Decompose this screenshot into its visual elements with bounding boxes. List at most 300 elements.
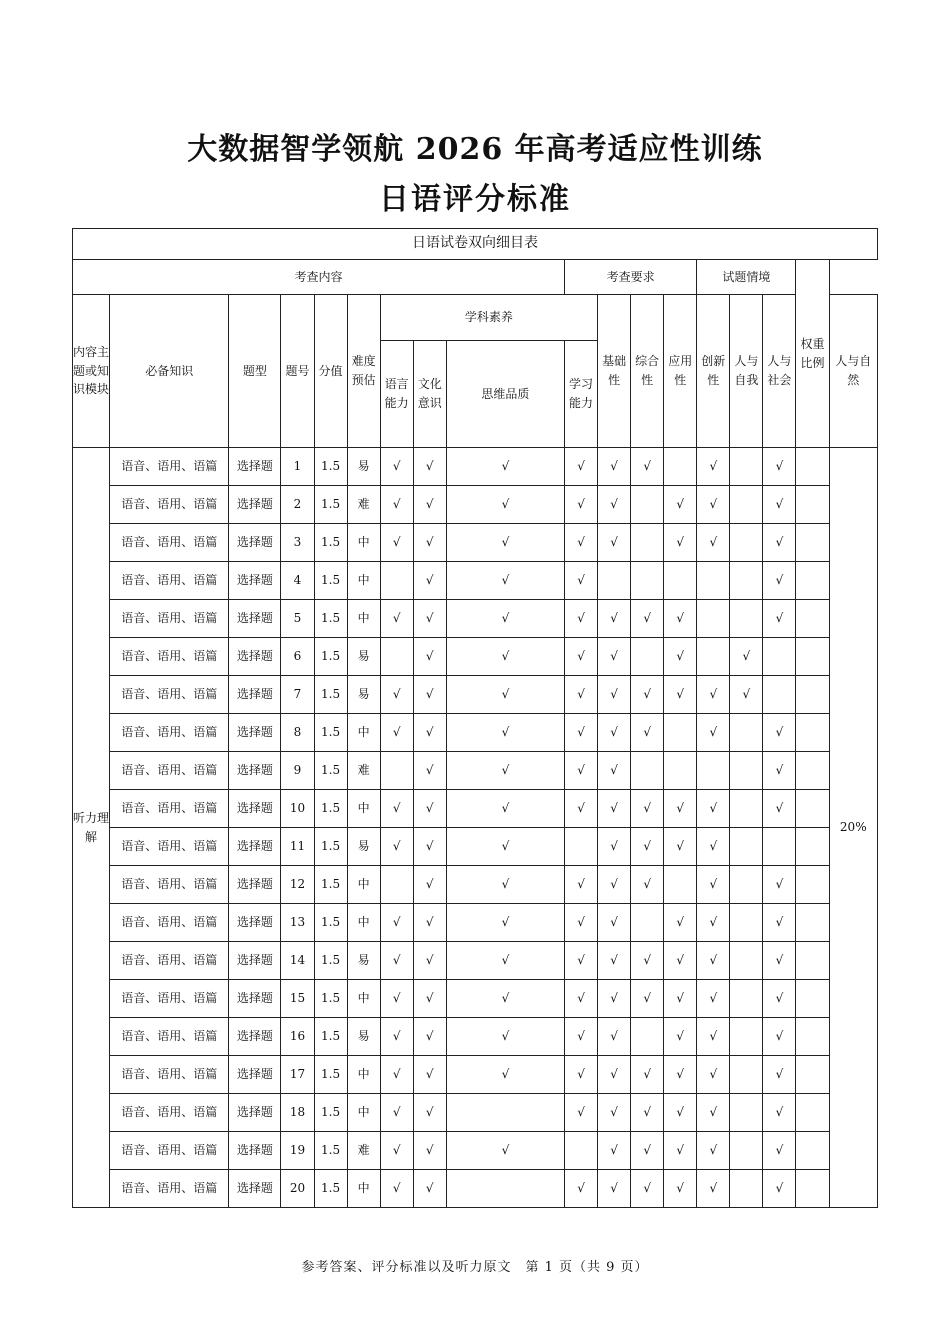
cell-nature <box>796 486 829 524</box>
cell-basic: √ <box>598 828 631 866</box>
cell-nature <box>796 828 829 866</box>
table-row <box>73 752 878 790</box>
table-row <box>73 562 878 600</box>
cell-qtype: 选择题 <box>229 714 281 752</box>
header-society: 人与社会 <box>763 295 796 448</box>
cell-thinking: √ <box>446 714 564 752</box>
table-row <box>73 1132 878 1170</box>
header-thinking: 思维品质 <box>446 341 564 448</box>
cell-diff: 中 <box>347 600 380 638</box>
cell-culture: √ <box>413 752 446 790</box>
cell-comprehensive: √ <box>631 866 664 904</box>
cell-culture: √ <box>413 600 446 638</box>
cell-basic: √ <box>598 638 631 676</box>
cell-comprehensive <box>631 904 664 942</box>
cell-nature <box>796 600 829 638</box>
table-row <box>73 676 878 714</box>
cell-diff: 易 <box>347 828 380 866</box>
cell-diff: 难 <box>347 1132 380 1170</box>
cell-innovative: √ <box>697 942 730 980</box>
header-knowledge: 必备知识 <box>110 295 229 448</box>
cell-self <box>730 600 763 638</box>
cell-basic: √ <box>598 904 631 942</box>
cell-nature <box>796 562 829 600</box>
cell-applied: √ <box>664 1056 697 1094</box>
header-content: 考查内容 <box>73 260 565 295</box>
cell-comprehensive: √ <box>631 942 664 980</box>
cell-lang: √ <box>380 486 413 524</box>
cell-thinking <box>446 1094 564 1132</box>
cell-applied <box>664 714 697 752</box>
cell-lang: √ <box>380 980 413 1018</box>
cell-nature <box>796 1094 829 1132</box>
cell-comprehensive: √ <box>631 1170 664 1208</box>
cell-comprehensive <box>631 638 664 676</box>
cell-knowledge: 语音、语用、语篇 <box>110 676 229 714</box>
cell-lang: √ <box>380 714 413 752</box>
cell-lang: √ <box>380 904 413 942</box>
cell-applied <box>664 752 697 790</box>
cell-lang: √ <box>380 828 413 866</box>
cell-innovative: √ <box>697 714 730 752</box>
cell-nature <box>796 714 829 752</box>
header-basic: 基础性 <box>598 295 631 448</box>
cell-diff: 易 <box>347 638 380 676</box>
header-self: 人与自我 <box>730 295 763 448</box>
cell-basic: √ <box>598 486 631 524</box>
cell-num: 7 <box>281 676 314 714</box>
cell-nature <box>796 866 829 904</box>
cell-applied: √ <box>664 638 697 676</box>
cell-learning: √ <box>565 448 598 486</box>
cell-basic: √ <box>598 942 631 980</box>
cell-diff: 中 <box>347 866 380 904</box>
cell-qtype: 选择题 <box>229 448 281 486</box>
cell-society <box>763 638 796 676</box>
table-row <box>73 790 878 828</box>
cell-nature <box>796 1018 829 1056</box>
cell-applied: √ <box>664 1170 697 1208</box>
cell-culture: √ <box>413 486 446 524</box>
cell-society: √ <box>763 486 796 524</box>
cell-basic: √ <box>598 1056 631 1094</box>
header-difficulty: 难度预估 <box>347 295 380 448</box>
cell-applied: √ <box>664 980 697 1018</box>
cell-applied <box>664 448 697 486</box>
cell-learning: √ <box>565 638 598 676</box>
header-requirements: 考查要求 <box>565 260 697 295</box>
cell-innovative: √ <box>697 448 730 486</box>
cell-diff: 中 <box>347 1056 380 1094</box>
cell-nature <box>796 942 829 980</box>
cell-culture: √ <box>413 866 446 904</box>
cell-learning: √ <box>565 486 598 524</box>
table-row <box>73 828 878 866</box>
cell-qtype: 选择题 <box>229 904 281 942</box>
cell-society: √ <box>763 562 796 600</box>
cell-basic: √ <box>598 1170 631 1208</box>
cell-diff: 易 <box>347 676 380 714</box>
cell-learning: √ <box>565 904 598 942</box>
cell-innovative <box>697 600 730 638</box>
cell-score: 1.5 <box>314 904 347 942</box>
table-row <box>73 600 878 638</box>
cell-qtype: 选择题 <box>229 866 281 904</box>
cell-lang: √ <box>380 676 413 714</box>
cell-self <box>730 942 763 980</box>
cell-num: 3 <box>281 524 314 562</box>
header-qnum: 题号 <box>281 295 314 448</box>
cell-thinking: √ <box>446 828 564 866</box>
header-lang: 语言能力 <box>380 341 413 448</box>
cell-thinking: √ <box>446 676 564 714</box>
specification-table <box>72 228 878 1208</box>
cell-applied: √ <box>664 1018 697 1056</box>
cell-self: √ <box>730 638 763 676</box>
cell-knowledge: 语音、语用、语篇 <box>110 486 229 524</box>
cell-diff: 易 <box>347 448 380 486</box>
cell-learning <box>565 1132 598 1170</box>
cell-num: 5 <box>281 600 314 638</box>
cell-learning: √ <box>565 1056 598 1094</box>
cell-comprehensive <box>631 1018 664 1056</box>
cell-knowledge: 语音、语用、语篇 <box>110 600 229 638</box>
table-row <box>73 942 878 980</box>
cell-knowledge: 语音、语用、语篇 <box>110 790 229 828</box>
cell-innovative: √ <box>697 866 730 904</box>
cell-num: 1 <box>281 448 314 486</box>
cell-learning: √ <box>565 980 598 1018</box>
cell-score: 1.5 <box>314 600 347 638</box>
cell-basic: √ <box>598 866 631 904</box>
table-row <box>73 1018 878 1056</box>
cell-knowledge: 语音、语用、语篇 <box>110 1170 229 1208</box>
cell-diff: 中 <box>347 904 380 942</box>
cell-score: 1.5 <box>314 1056 347 1094</box>
cell-knowledge: 语音、语用、语篇 <box>110 714 229 752</box>
document-title: 大数据智学领航 2026 年高考适应性训练 <box>187 132 763 167</box>
cell-score: 1.5 <box>314 448 347 486</box>
cell-score: 1.5 <box>314 524 347 562</box>
cell-basic: √ <box>598 752 631 790</box>
cell-nature <box>796 790 829 828</box>
weight-cell: 20% <box>829 448 877 1208</box>
cell-society: √ <box>763 790 796 828</box>
cell-knowledge: 语音、语用、语篇 <box>110 904 229 942</box>
cell-diff: 中 <box>347 1094 380 1132</box>
cell-num: 2 <box>281 486 314 524</box>
cell-basic: √ <box>598 790 631 828</box>
cell-lang <box>380 562 413 600</box>
cell-innovative: √ <box>697 828 730 866</box>
cell-culture: √ <box>413 1056 446 1094</box>
cell-num: 8 <box>281 714 314 752</box>
cell-lang: √ <box>380 1132 413 1170</box>
cell-diff: 易 <box>347 942 380 980</box>
cell-knowledge: 语音、语用、语篇 <box>110 980 229 1018</box>
cell-diff: 易 <box>347 1018 380 1056</box>
cell-thinking: √ <box>446 448 564 486</box>
cell-thinking: √ <box>446 562 564 600</box>
cell-applied: √ <box>664 600 697 638</box>
cell-innovative: √ <box>697 486 730 524</box>
cell-nature <box>796 524 829 562</box>
cell-score: 1.5 <box>314 1132 347 1170</box>
cell-comprehensive: √ <box>631 1056 664 1094</box>
cell-diff: 中 <box>347 524 380 562</box>
cell-thinking: √ <box>446 1018 564 1056</box>
header-culture: 文化意识 <box>413 341 446 448</box>
cell-self <box>730 790 763 828</box>
cell-num: 10 <box>281 790 314 828</box>
cell-score: 1.5 <box>314 942 347 980</box>
cell-learning: √ <box>565 524 598 562</box>
cell-score: 1.5 <box>314 486 347 524</box>
cell-nature <box>796 1056 829 1094</box>
cell-innovative <box>697 562 730 600</box>
cell-num: 12 <box>281 866 314 904</box>
cell-lang: √ <box>380 600 413 638</box>
cell-score: 1.5 <box>314 714 347 752</box>
cell-num: 19 <box>281 1132 314 1170</box>
cell-qtype: 选择题 <box>229 638 281 676</box>
cell-applied <box>664 866 697 904</box>
cell-self <box>730 828 763 866</box>
header-context: 试题情境 <box>697 260 796 295</box>
cell-comprehensive <box>631 524 664 562</box>
table-row <box>73 1170 878 1208</box>
cell-num: 9 <box>281 752 314 790</box>
cell-score: 1.5 <box>314 1094 347 1132</box>
cell-culture: √ <box>413 1132 446 1170</box>
cell-basic: √ <box>598 600 631 638</box>
cell-basic <box>598 562 631 600</box>
cell-comprehensive <box>631 562 664 600</box>
cell-thinking: √ <box>446 600 564 638</box>
cell-nature <box>796 1170 829 1208</box>
cell-innovative: √ <box>697 1094 730 1132</box>
header-literacy: 学科素养 <box>380 295 597 341</box>
cell-culture: √ <box>413 980 446 1018</box>
cell-culture: √ <box>413 676 446 714</box>
table-row <box>73 980 878 1018</box>
cell-learning: √ <box>565 600 598 638</box>
cell-nature <box>796 752 829 790</box>
cell-diff: 中 <box>347 790 380 828</box>
cell-learning: √ <box>565 1018 598 1056</box>
cell-learning <box>565 828 598 866</box>
cell-self <box>730 714 763 752</box>
cell-learning: √ <box>565 942 598 980</box>
cell-score: 1.5 <box>314 638 347 676</box>
cell-comprehensive: √ <box>631 828 664 866</box>
cell-qtype: 选择题 <box>229 1170 281 1208</box>
header-innovative: 创新性 <box>697 295 730 448</box>
cell-culture: √ <box>413 562 446 600</box>
cell-applied: √ <box>664 1132 697 1170</box>
cell-self <box>730 866 763 904</box>
cell-self <box>730 524 763 562</box>
cell-num: 11 <box>281 828 314 866</box>
cell-knowledge: 语音、语用、语篇 <box>110 562 229 600</box>
cell-qtype: 选择题 <box>229 942 281 980</box>
cell-basic: √ <box>598 524 631 562</box>
cell-diff: 中 <box>347 714 380 752</box>
cell-society: √ <box>763 448 796 486</box>
table-row <box>73 524 878 562</box>
cell-thinking <box>446 1170 564 1208</box>
cell-qtype: 选择题 <box>229 1018 281 1056</box>
cell-lang: √ <box>380 524 413 562</box>
cell-applied: √ <box>664 1094 697 1132</box>
cell-applied: √ <box>664 486 697 524</box>
cell-qtype: 选择题 <box>229 1132 281 1170</box>
header-weight: 权重比例 <box>796 260 829 448</box>
cell-lang: √ <box>380 1170 413 1208</box>
cell-knowledge: 语音、语用、语篇 <box>110 1018 229 1056</box>
cell-nature <box>796 1132 829 1170</box>
table-row <box>73 714 878 752</box>
cell-thinking: √ <box>446 1132 564 1170</box>
cell-num: 15 <box>281 980 314 1018</box>
header-qtype: 题型 <box>229 295 281 448</box>
cell-score: 1.5 <box>314 562 347 600</box>
cell-comprehensive: √ <box>631 1132 664 1170</box>
cell-self <box>730 1132 763 1170</box>
cell-lang <box>380 752 413 790</box>
header-score: 分值 <box>314 295 347 448</box>
cell-qtype: 选择题 <box>229 980 281 1018</box>
cell-society: √ <box>763 524 796 562</box>
cell-learning: √ <box>565 790 598 828</box>
cell-lang: √ <box>380 942 413 980</box>
cell-num: 6 <box>281 638 314 676</box>
cell-society: √ <box>763 980 796 1018</box>
cell-nature <box>796 904 829 942</box>
cell-thinking: √ <box>446 638 564 676</box>
cell-nature <box>796 980 829 1018</box>
cell-num: 14 <box>281 942 314 980</box>
cell-innovative: √ <box>697 1170 730 1208</box>
cell-self <box>730 1056 763 1094</box>
cell-culture: √ <box>413 904 446 942</box>
cell-lang <box>380 638 413 676</box>
cell-knowledge: 语音、语用、语篇 <box>110 1094 229 1132</box>
cell-knowledge: 语音、语用、语篇 <box>110 524 229 562</box>
cell-diff: 难 <box>347 752 380 790</box>
cell-comprehensive: √ <box>631 714 664 752</box>
cell-qtype: 选择题 <box>229 562 281 600</box>
cell-applied: √ <box>664 524 697 562</box>
cell-applied: √ <box>664 676 697 714</box>
cell-society: √ <box>763 1132 796 1170</box>
cell-self: √ <box>730 676 763 714</box>
cell-comprehensive: √ <box>631 676 664 714</box>
cell-innovative: √ <box>697 676 730 714</box>
page-footer: 参考答案、评分标准以及听力原文 第 1 页（共 9 页） <box>301 1260 649 1275</box>
cell-society <box>763 676 796 714</box>
cell-self <box>730 1170 763 1208</box>
table-row <box>73 866 878 904</box>
cell-qtype: 选择题 <box>229 600 281 638</box>
cell-basic: √ <box>598 1094 631 1132</box>
cell-society: √ <box>763 1094 796 1132</box>
module-cell: 听力理解 <box>73 448 110 1208</box>
cell-society: √ <box>763 866 796 904</box>
cell-score: 1.5 <box>314 828 347 866</box>
cell-self <box>730 904 763 942</box>
document-subtitle: 日语评分标准 <box>379 182 571 217</box>
cell-culture: √ <box>413 942 446 980</box>
cell-qtype: 选择题 <box>229 676 281 714</box>
cell-society: √ <box>763 714 796 752</box>
cell-self <box>730 1018 763 1056</box>
cell-culture: √ <box>413 1170 446 1208</box>
cell-society: √ <box>763 1056 796 1094</box>
cell-society: √ <box>763 942 796 980</box>
cell-score: 1.5 <box>314 866 347 904</box>
cell-nature <box>796 676 829 714</box>
cell-society: √ <box>763 1018 796 1056</box>
cell-applied: √ <box>664 904 697 942</box>
table-row <box>73 904 878 942</box>
cell-num: 20 <box>281 1170 314 1208</box>
cell-basic: √ <box>598 980 631 1018</box>
cell-culture: √ <box>413 638 446 676</box>
cell-score: 1.5 <box>314 1170 347 1208</box>
header-applied: 应用性 <box>664 295 697 448</box>
cell-qtype: 选择题 <box>229 486 281 524</box>
cell-self <box>730 448 763 486</box>
cell-basic: √ <box>598 714 631 752</box>
cell-applied: √ <box>664 828 697 866</box>
cell-society: √ <box>763 600 796 638</box>
cell-self <box>730 1094 763 1132</box>
cell-nature <box>796 448 829 486</box>
cell-basic: √ <box>598 1132 631 1170</box>
cell-knowledge: 语音、语用、语篇 <box>110 828 229 866</box>
cell-lang: √ <box>380 1018 413 1056</box>
cell-score: 1.5 <box>314 980 347 1018</box>
cell-nature <box>796 638 829 676</box>
cell-culture: √ <box>413 448 446 486</box>
table-row <box>73 448 878 486</box>
cell-qtype: 选择题 <box>229 1094 281 1132</box>
cell-thinking: √ <box>446 486 564 524</box>
cell-lang: √ <box>380 1094 413 1132</box>
cell-lang: √ <box>380 1056 413 1094</box>
cell-score: 1.5 <box>314 1018 347 1056</box>
cell-comprehensive: √ <box>631 980 664 1018</box>
cell-innovative <box>697 752 730 790</box>
header-comprehensive: 综合性 <box>631 295 664 448</box>
cell-innovative: √ <box>697 980 730 1018</box>
cell-comprehensive: √ <box>631 448 664 486</box>
cell-num: 17 <box>281 1056 314 1094</box>
table-row <box>73 486 878 524</box>
cell-comprehensive <box>631 486 664 524</box>
cell-thinking: √ <box>446 942 564 980</box>
cell-innovative: √ <box>697 1056 730 1094</box>
cell-knowledge: 语音、语用、语篇 <box>110 638 229 676</box>
cell-comprehensive: √ <box>631 600 664 638</box>
cell-qtype: 选择题 <box>229 790 281 828</box>
header-learning: 学习能力 <box>565 341 598 448</box>
cell-diff: 中 <box>347 562 380 600</box>
cell-thinking: √ <box>446 790 564 828</box>
cell-thinking: √ <box>446 866 564 904</box>
cell-thinking: √ <box>446 1056 564 1094</box>
